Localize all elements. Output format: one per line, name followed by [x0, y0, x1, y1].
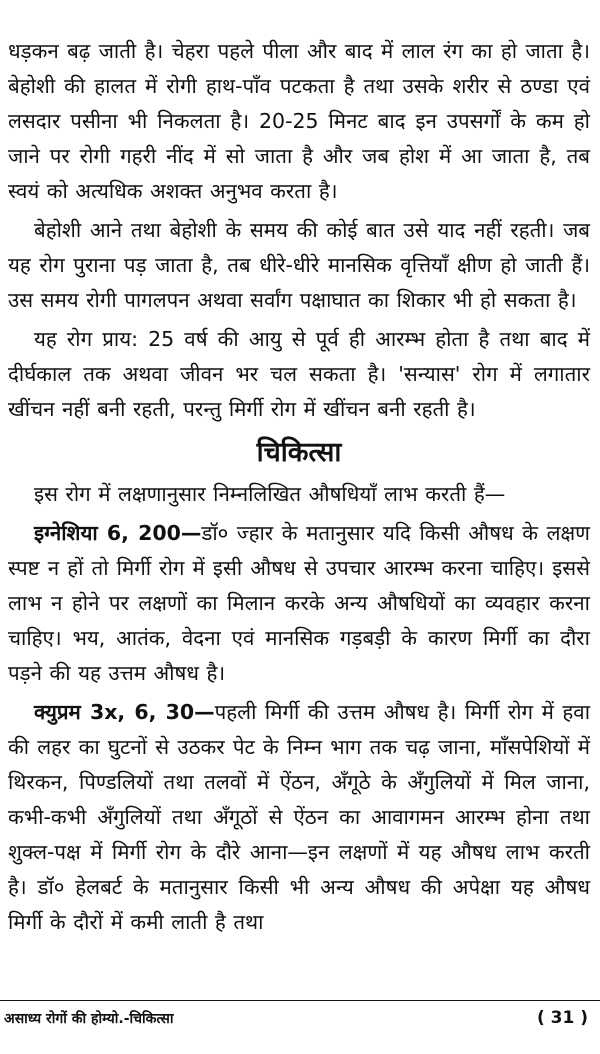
- paragraph-1: धड़कन बढ़ जाती है। चेहरा पहले पीला और बाद में लाल रंग का हो जाता है। बेहोशी की हालत में रोगी हाथ-पाँव पटकता है तथा उसके शरीर से ठण्डा एवं लसदार पसीना भी निकलता है। 20-25 मिनट बाद इन उपसर्गों के कम हो जाने पर रोगी गहरी नींद में सो जाता है और जब होश में आ जाता है, तब स्वयं को अत्यधिक अशक्त अनुभव करता है।: [8, 39, 590, 203]
- remedy-text-1: डॉ० ज्हार के मतानुसार यदि किसी औषध के लक्षण स्पष्ट न हों तो मिर्गी रोग में इसी औषध से उपचार आरम्भ करना चाहिए। इससे लाभ न होने पर लक्षणों का मिलान करके अन्य औषधियों का व्यवहार करना चाहिए। भय, आतंक, वेदना एवं मानसिक गड़बड़ी के कारण मिर्गी का दौरा पड़ने की यह उत्तम औषध है।: [8, 521, 590, 685]
- paragraph-2: बेहोशी आने तथा बेहोशी के समय की कोई बात उसे याद नहीं रहती। जब यह रोग पुराना पड़ जाता है, तब धीरे-धीरे मानसिक वृत्तियाँ क्षीण हो जाती हैं। उस समय रोगी पागलपन अथवा सर्वांग पक्षाघात का शिकार भी हो सकता है।: [8, 218, 590, 312]
- remedy-paragraph-2: [8, 695, 590, 940]
- intro-paragraph: इस रोग में लक्षणानुसार निम्नलिखित औषधियाँ लाभ करती हैं—: [34, 482, 506, 506]
- section-heading: चिकित्सा: [256, 437, 342, 468]
- remedy-text-2: पहली मिर्गी की उत्तम औषध है। मिर्गी रोग में हवा की लहर का घुटनों से उठकर पेट के निम्न भाग तक चढ़ जाना, माँसपेशियों में थिरकन, पिण्डलियों तथा तलवों में ऐंठन, अँगूठे के अँगुलियों में मिल जाना, कभी-कभी अँगुलियों तथा अँगूठों से ऐंठन का आवागमन आरम्भ होना तथा शुक्ल-पक्ष में मिर्गी रोग के दौरे आना—इन लक्षणों में यह औषध लाभ करती है। डॉ० हेलबर्ट के मतानुसार किसी भी अन्य औषध की अपेक्षा यह औषध मिर्गी के दौरों में कमी लाती है तथा: [8, 700, 591, 934]
- remedy-name-1: इग्नेशिया 6, 200—: [34, 521, 202, 545]
- paragraph-3: यह रोग प्राय: 25 वर्ष की आयु से पूर्व ही आरम्भ होता है तथा बाद में दीर्घकाल तक अथवा जीवन भर चल सकता है। 'सन्यास' रोग में लगातार खींचन नहीं बनी रहती, परन्तु मिर्गी रोग में खींचन बनी रहती है।: [8, 327, 590, 421]
- footer-divider: [0, 1000, 600, 1001]
- book-title: असाध्य रोगों की होम्यो.-चिकित्सा: [4, 1010, 174, 1027]
- remedy-name-2: क्युप्रम 3x, 6, 30—: [34, 700, 215, 724]
- page-number: ( 31 ): [536, 1008, 588, 1028]
- page-footer: [4, 1008, 588, 1028]
- remedy-paragraph-1: [8, 516, 590, 691]
